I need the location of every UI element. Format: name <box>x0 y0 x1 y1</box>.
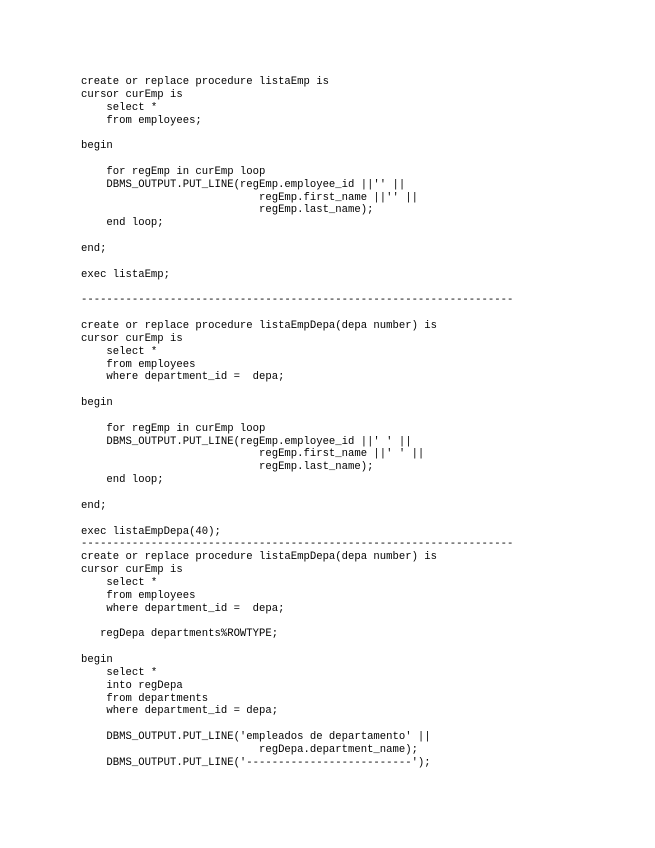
code-line: from employees <box>81 358 196 371</box>
code-line: exec listaEmpDepa(40); <box>81 525 221 538</box>
code-line: create or replace procedure listaEmp is <box>81 76 329 88</box>
code-line <box>81 384 641 397</box>
code-line: from employees <box>81 589 196 602</box>
code-line: where department_id = depa; <box>81 602 285 615</box>
code-line: regEmp.first_name ||'' || <box>81 191 418 204</box>
code-line: where department_id = depa; <box>81 705 279 718</box>
code-line: end loop; <box>81 474 164 487</box>
code-line: DBMS_OUTPUT.PUT_LINE(regEmp.employee_id ||' ' || <box>81 435 412 448</box>
code-line: from departments <box>81 692 209 705</box>
code-line: select * <box>81 666 158 679</box>
code-line: for regEmp in curEmp loop <box>81 165 266 178</box>
code-line <box>81 256 641 269</box>
code-line: end loop; <box>81 217 164 230</box>
code-line <box>81 307 641 320</box>
code-line: where department_id = depa; <box>81 371 285 384</box>
code-line: end; <box>81 242 107 255</box>
code-line: from employees; <box>81 114 202 127</box>
code-line: regDepa.department_name); <box>81 743 418 756</box>
code-line: into regDepa <box>81 679 183 692</box>
code-line: create or replace procedure listaEmpDepa(depa number) is <box>81 551 438 564</box>
code-line: begin <box>81 397 113 410</box>
code-line: for regEmp in curEmp loop <box>81 422 266 435</box>
code-line: select * <box>81 576 158 589</box>
code-line <box>81 615 641 628</box>
code-line: regEmp.last_name); <box>81 461 374 474</box>
code-line: cursor curEmp is <box>81 88 183 101</box>
code-line: select * <box>81 101 158 114</box>
code-line: begin <box>81 653 113 666</box>
code-line <box>81 153 641 166</box>
code-line <box>81 487 641 500</box>
code-line <box>81 513 641 526</box>
code-line: DBMS_OUTPUT.PUT_LINE('--------------------------'); <box>81 756 431 769</box>
separator-line: -------------------------------------------------------------------- <box>81 294 514 307</box>
code-line <box>81 410 641 423</box>
code-document <box>81 76 641 770</box>
code-line <box>81 718 641 731</box>
separator-line: -------------------------------------------------------------------- <box>81 538 514 551</box>
code-line <box>81 127 641 140</box>
code-line: begin <box>81 140 113 153</box>
code-line: create or replace procedure listaEmpDepa(depa number) is <box>81 320 438 333</box>
code-line: cursor curEmp is <box>81 332 183 345</box>
code-line: end; <box>81 499 107 512</box>
code-line: DBMS_OUTPUT.PUT_LINE(regEmp.employee_id ||'' || <box>81 178 406 191</box>
code-line: select * <box>81 345 158 358</box>
code-line: DBMS_OUTPUT.PUT_LINE('empleados de departamento' || <box>81 731 431 744</box>
code-line <box>81 230 641 243</box>
code-line: exec listaEmp; <box>81 268 171 281</box>
code-line <box>81 641 641 654</box>
code-line <box>81 282 641 295</box>
code-line: regDepa departments%ROWTYPE; <box>81 628 279 641</box>
code-line: regEmp.first_name ||' ' || <box>81 448 425 461</box>
code-line: regEmp.last_name); <box>81 204 374 217</box>
code-line: cursor curEmp is <box>81 564 183 577</box>
